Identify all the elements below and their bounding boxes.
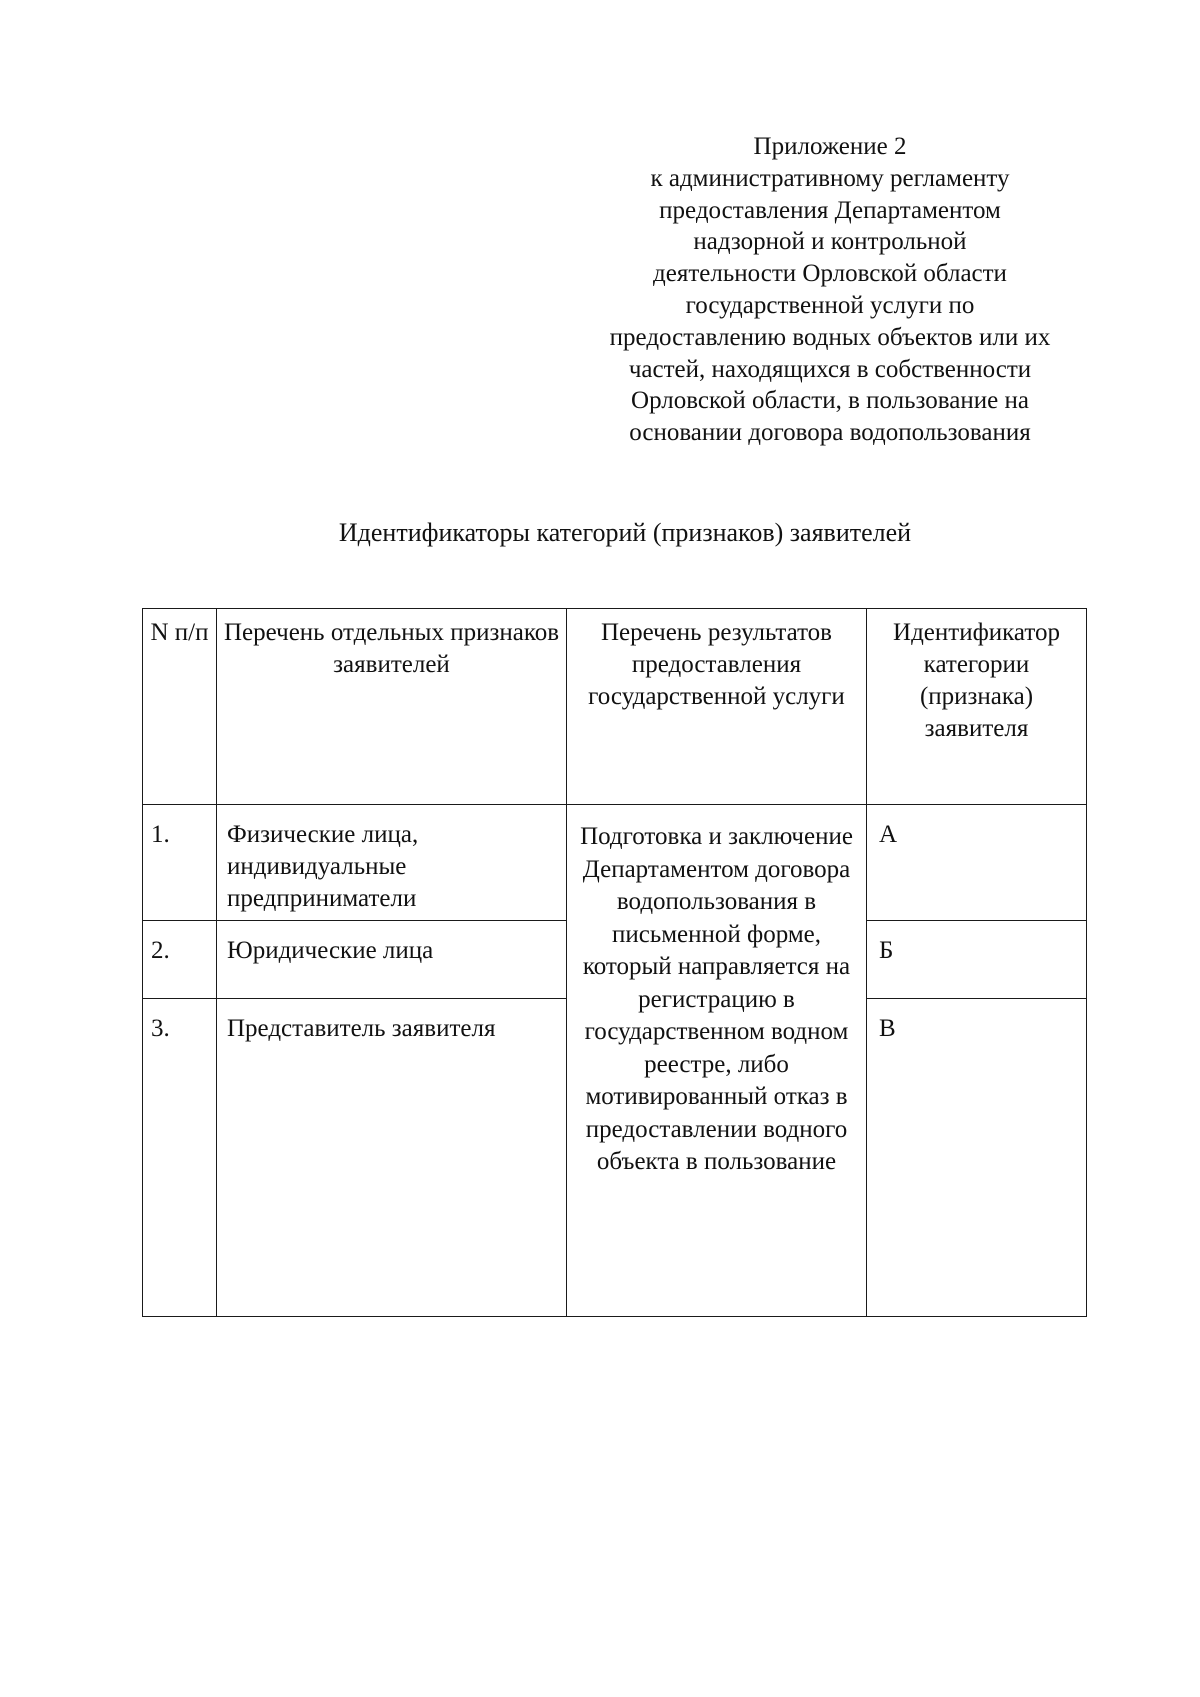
annex-header	[570, 131, 1090, 449]
row-number: 3.	[143, 999, 217, 1317]
annex-line: Приложение 2	[753, 133, 907, 160]
header-number	[143, 609, 217, 805]
row-feature: Физические лица, индивидуальные предприниматели	[217, 805, 567, 921]
header-identifier-text: Идентификатор категории (признака) заявителя	[893, 619, 1060, 742]
header-result-text: Перечень результатов предоставления государственной услуги	[588, 619, 845, 710]
annex-line: предоставлению водных объектов или их	[609, 323, 1051, 351]
row-identifier: Б	[867, 921, 1087, 999]
header-result	[567, 609, 867, 805]
row-number: 1.	[143, 805, 217, 921]
row-number: 2.	[143, 921, 217, 999]
applicant-category-table	[142, 608, 1087, 1317]
annex-line: основании договора водопользования	[629, 419, 1031, 447]
row-identifier: В	[867, 999, 1087, 1317]
row-identifier: А	[867, 805, 1087, 921]
annex-line: деятельности Орловской области	[653, 260, 1007, 288]
row-feature: Юридические лица	[217, 921, 567, 999]
service-result: Подготовка и заключение Департаментом договора водопользования в письменной форме, который направляется на регистрацию в государственном водном реестре, либо мотивированный отказ в предоставлении водного объекта в пользование	[567, 805, 867, 1317]
annex-line: государственной услуги по	[685, 291, 975, 319]
header-identifier	[867, 609, 1087, 805]
document-title: Идентификаторы категорий (признаков) заявителей	[338, 518, 912, 547]
annex-line: Орловской области, в пользование на	[631, 387, 1029, 415]
row-feature: Представитель заявителя	[217, 999, 567, 1317]
annex-line: к административному регламенту	[650, 164, 1010, 192]
header-feature-text: Перечень отдельных признаков заявителей	[224, 619, 559, 678]
annex-line: предоставления Департаментом	[659, 196, 1001, 224]
annex-line: частей, находящихся в собственности	[628, 355, 1032, 383]
annex-line: надзорной и контрольной	[693, 228, 967, 256]
table-row	[143, 805, 1087, 921]
table-header-row	[143, 609, 1087, 805]
header-feature	[217, 609, 567, 805]
header-number-text: N п/п	[150, 619, 209, 646]
